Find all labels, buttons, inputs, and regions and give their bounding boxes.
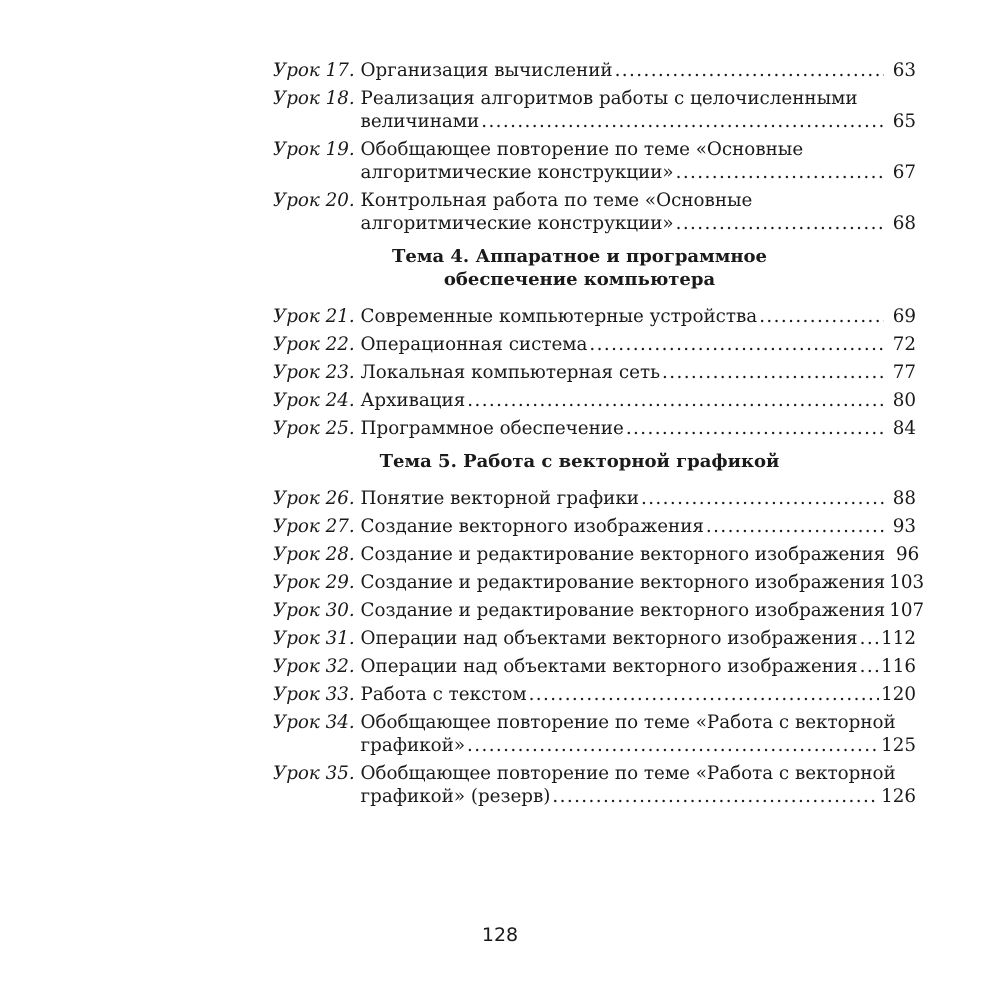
lesson-title-line: Обобщающее повторение по теме «Основные [360, 139, 804, 160]
lesson-number: Урок 19. [273, 139, 355, 160]
lesson-title-line: Обобщающее повторение по теме «Работа с векторной [360, 712, 896, 733]
page-ref: 116 [881, 656, 916, 677]
page-ref: 120 [881, 684, 916, 705]
dot-leader [467, 734, 879, 757]
topic-heading-4-line1: Тема 4. Аппаратное и программное [391, 246, 767, 267]
toc-entry [273, 762, 916, 808]
lesson-title-block [360, 543, 920, 566]
toc-entry [273, 711, 916, 757]
page-ref: 63 [892, 60, 916, 81]
lesson-title-block [361, 627, 916, 650]
lesson-title-last-line [361, 515, 916, 538]
toc-entry [273, 571, 925, 594]
lesson-number: Урок 20. [273, 190, 355, 211]
dot-leader [481, 110, 884, 133]
lesson-title-line: Работа с текстом [360, 684, 527, 705]
page-ref: 93 [892, 516, 916, 537]
page-ref: 69 [892, 306, 916, 327]
lesson-title-block [361, 189, 916, 235]
lesson-title-block [361, 333, 916, 356]
lesson-title-line: Обобщающее повторение по теме «Работа с векторной [360, 763, 896, 784]
table-of-contents [273, 59, 925, 813]
topic-heading-4-line2: обеспечение компьютера [443, 269, 716, 290]
lesson-title-last-line [361, 683, 916, 706]
lesson-title-line: Архивация [360, 390, 466, 411]
lesson-number: Урок 33. [273, 684, 355, 705]
lesson-title-last-line [361, 161, 916, 184]
lesson-title-last-line [361, 110, 916, 133]
lesson-title-last-line [360, 543, 920, 566]
dot-leader [615, 59, 884, 82]
topic-heading-5 [243, 450, 916, 473]
lesson-title-line: Реализация алгоритмов работы с целочисленными [360, 88, 858, 109]
lesson-number: Урок 21. [273, 306, 355, 327]
toc-entry [273, 627, 916, 650]
lesson-title-last-line [361, 305, 916, 328]
lesson-title-last-line [361, 389, 916, 412]
lesson-number: Урок 35. [273, 763, 355, 784]
lesson-title-line: Создание и редактирование векторного изображения [360, 544, 886, 565]
page-ref: 103 [889, 572, 925, 593]
dot-leader [552, 785, 879, 808]
lesson-title-line: величинами [360, 111, 480, 132]
lesson-title-line: Создание и редактирование векторного изображения [360, 600, 886, 621]
page-ref: 112 [881, 628, 916, 649]
lesson-title-line: Создание векторного изображения [360, 516, 704, 537]
page-ref: 107 [889, 600, 925, 621]
lesson-title-block [361, 389, 916, 412]
lesson-title-last-line [360, 571, 925, 594]
toc-entry [273, 333, 916, 356]
lesson-title-last-line [361, 59, 916, 82]
dot-leader [676, 161, 884, 184]
lesson-title-line: Операции над объектами векторного изображения [360, 628, 858, 649]
toc-entry [273, 543, 920, 566]
lesson-number: Урок 32. [273, 656, 355, 677]
lesson-title-block [361, 305, 916, 328]
lesson-number: Урок 27. [273, 516, 355, 537]
lesson-number: Урок 23. [273, 362, 355, 383]
lesson-title-last-line [361, 487, 916, 510]
toc-entry [273, 683, 916, 706]
lesson-title-line: графикой» [360, 735, 466, 756]
lesson-title-block [361, 361, 916, 384]
lesson-title-block [361, 87, 916, 133]
lesson-number: Урок 18. [273, 88, 355, 109]
page-ref: 72 [892, 334, 916, 355]
lesson-title-line: Операции над объектами векторного изображения [360, 656, 858, 677]
dot-leader [860, 627, 879, 650]
lesson-title-last-line [361, 655, 916, 678]
toc-entry [273, 361, 916, 384]
lesson-number: Урок 22. [273, 334, 355, 355]
lesson-title-last-line [361, 785, 916, 808]
toc-entry [273, 87, 916, 133]
lesson-title-line: алгоритмические конструкции» [360, 162, 674, 183]
lesson-title-line: Программное обеспечение [360, 418, 624, 439]
toc-entry [273, 655, 916, 678]
lesson-title-last-line [361, 417, 916, 440]
lesson-title-block [361, 138, 916, 184]
lesson-title-last-line [361, 734, 916, 757]
page-ref: 96 [895, 544, 920, 565]
page-ref: 67 [892, 162, 916, 183]
lesson-title-line: алгоритмические конструкции» [360, 213, 674, 234]
lesson-number: Урок 25. [273, 418, 355, 439]
toc-entry [273, 189, 916, 235]
dot-leader [589, 333, 884, 356]
lesson-title-last-line [361, 333, 916, 356]
page-ref: 77 [892, 362, 916, 383]
dot-leader [860, 655, 879, 678]
lesson-title-line: Локальная компьютерная сеть [360, 362, 661, 383]
lesson-title-last-line [361, 361, 916, 384]
dot-leader [662, 361, 884, 384]
lesson-number: Урок 30. [273, 600, 355, 621]
lesson-title-block [361, 711, 916, 757]
topic-heading-4 [243, 245, 916, 291]
lesson-number: Урок 28. [273, 544, 355, 565]
lesson-title-line: Понятие векторной графики [360, 488, 639, 509]
lesson-title-block [361, 762, 916, 808]
dot-leader [759, 305, 884, 328]
lesson-number: Урок 29. [273, 572, 355, 593]
toc-group-topic-4 [273, 305, 916, 440]
dot-leader [706, 515, 884, 538]
lesson-title-block [361, 515, 916, 538]
page-ref: 125 [881, 735, 916, 756]
lesson-title-block [361, 487, 916, 510]
lesson-title-last-line [361, 627, 916, 650]
page-ref: 65 [892, 111, 916, 132]
page-ref: 80 [892, 390, 916, 411]
toc-entry [273, 417, 916, 440]
toc-entry [273, 389, 916, 412]
lesson-number: Урок 24. [273, 390, 355, 411]
page-ref: 126 [881, 786, 916, 807]
lesson-title-block [361, 655, 916, 678]
toc-entry [273, 515, 916, 538]
lesson-title-line: Современные компьютерные устройства [360, 306, 758, 327]
lesson-number: Урок 26. [273, 488, 355, 509]
lesson-number: Урок 17. [273, 60, 355, 81]
page-ref: 84 [892, 418, 916, 439]
lesson-title-line: Организация вычислений [360, 60, 613, 81]
lesson-title-block [361, 683, 916, 706]
lesson-title-line: графикой» (резерв) [360, 786, 551, 807]
lesson-title-block [360, 599, 925, 622]
lesson-title-line: Контрольная работа по теме «Основные [360, 190, 753, 211]
toc-group-topic-5 [273, 487, 925, 808]
toc-entry [273, 138, 916, 184]
dot-leader [467, 389, 884, 412]
lesson-title-last-line [361, 212, 916, 235]
toc-entry [273, 59, 916, 82]
lesson-title-block [361, 59, 916, 82]
toc-entry [273, 487, 916, 510]
lesson-number: Урок 31. [273, 628, 355, 649]
lesson-title-line: Операционная система [360, 334, 588, 355]
dot-leader [676, 212, 884, 235]
lesson-title-line: Создание и редактирование векторного изображения [360, 572, 886, 593]
topic-heading-5-line1: Тема 5. Работа с векторной графикой [379, 451, 780, 472]
lesson-title-block [361, 417, 916, 440]
page-ref: 68 [892, 213, 916, 234]
toc-entry [273, 305, 916, 328]
page-ref: 88 [892, 488, 916, 509]
dot-leader [626, 417, 884, 440]
dot-leader [529, 683, 880, 706]
lesson-title-block [360, 571, 925, 594]
dot-leader [641, 487, 884, 510]
page-number: 128 [481, 924, 519, 946]
lesson-number: Урок 34. [273, 712, 355, 733]
toc-entry [273, 599, 925, 622]
lesson-title-last-line [360, 599, 925, 622]
toc-group-section-a [273, 59, 916, 235]
